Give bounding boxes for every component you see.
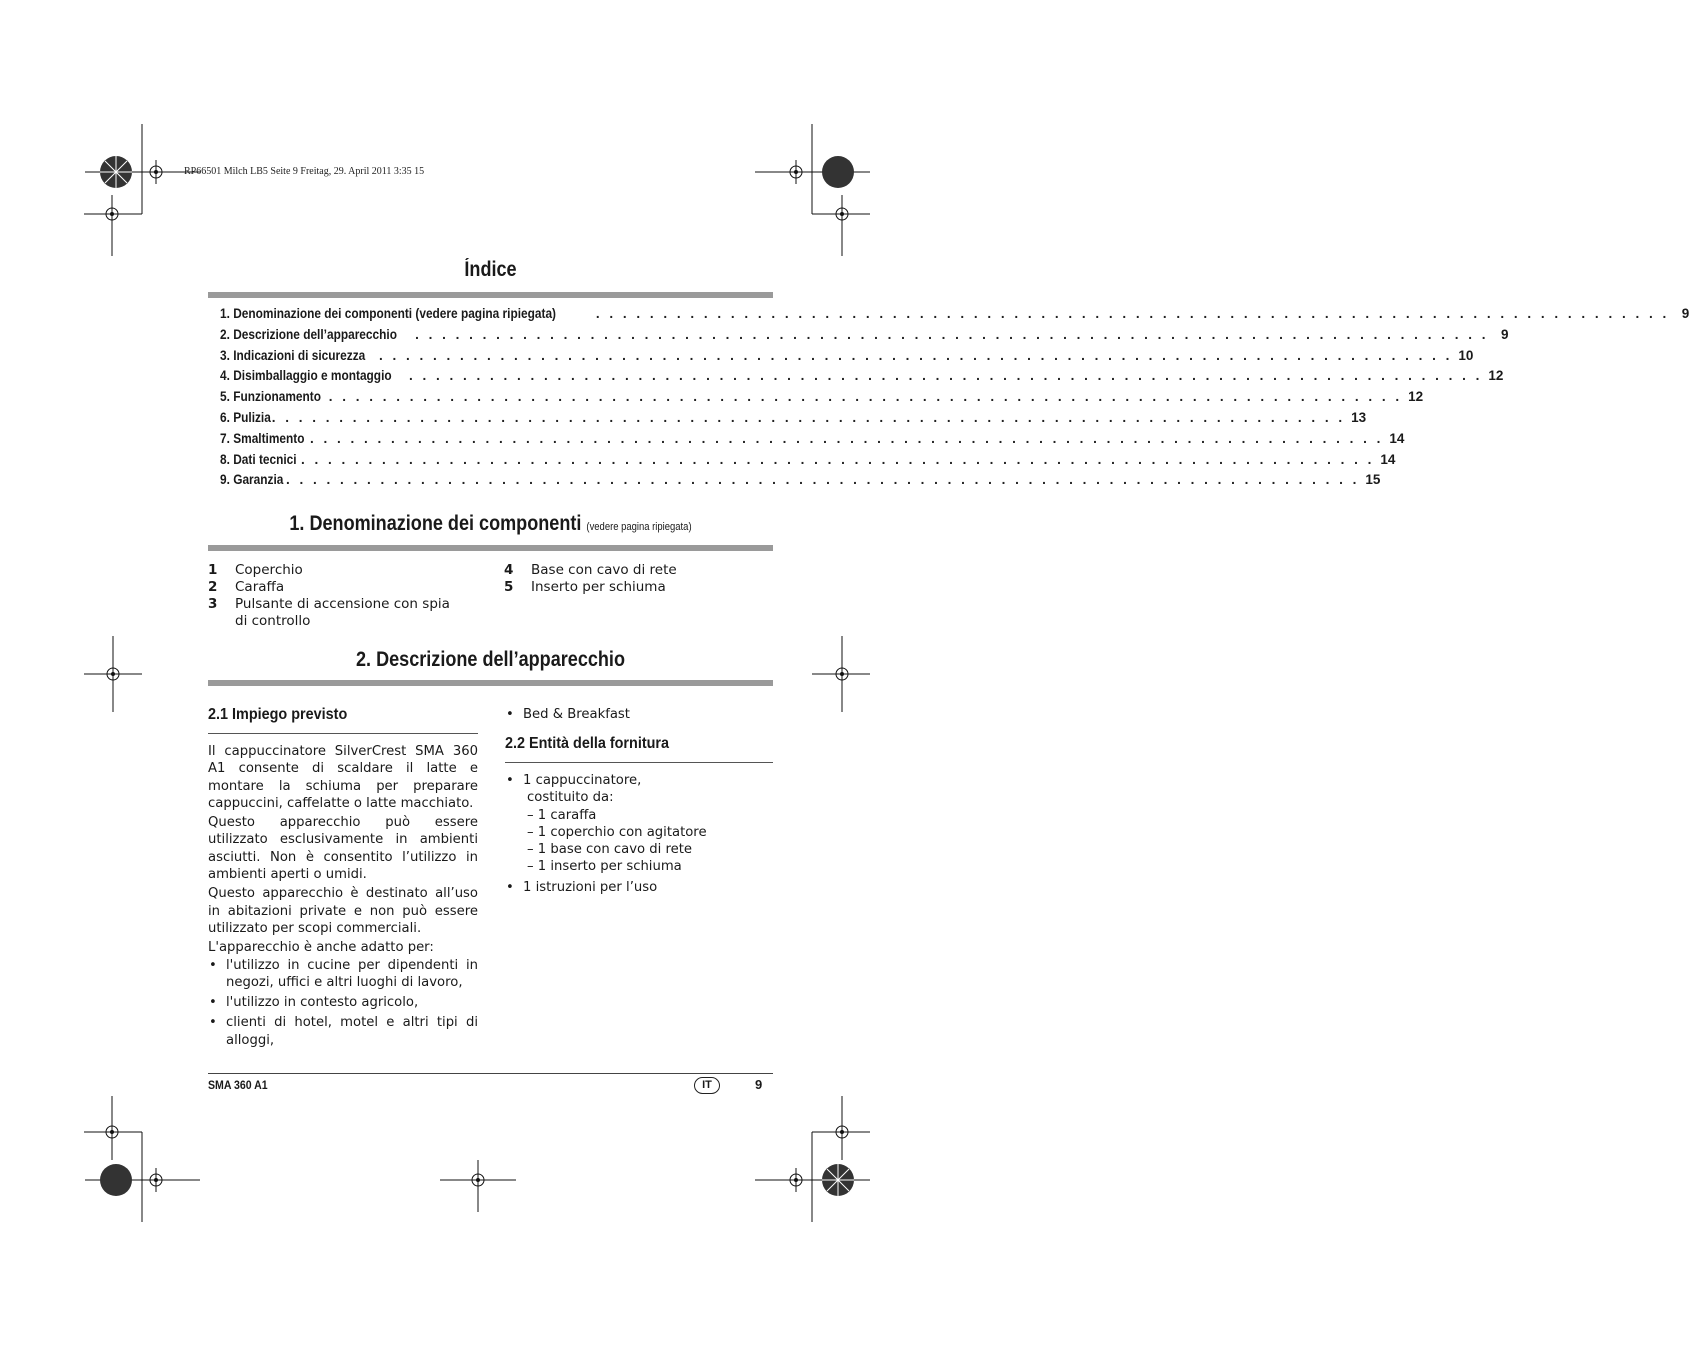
toc-leader-dots: . . . . . . . . . . . . . . . . . . . . . . . . . . . . . . . . . . . . . . . . . . . . . . . . . . . . . . . . . . . . . . . . . . . . . . . . . . . . . . . .	[415, 326, 1489, 342]
subsection-2-2-heading: 2.2 Entità della fornitura	[505, 735, 670, 752]
sub-list-item: – 1 base con cavo di rete	[527, 842, 693, 858]
component-label: Inserto per schiuma	[531, 579, 666, 595]
list-item: • clienti di hotel, motel e altri tipi di alloggi,	[208, 1014, 478, 1049]
toc-entry[interactable]	[220, 347, 1474, 368]
list-item: • Bed & Breakfast	[505, 706, 773, 723]
component-number: 1	[208, 562, 218, 578]
toc-entry[interactable]	[220, 430, 1405, 451]
subsection-rule	[208, 733, 478, 734]
toc-entry[interactable]	[220, 389, 1424, 409]
footer-rule	[208, 1073, 773, 1074]
list-item: • 1 cappuccinatore,	[505, 772, 773, 789]
toc-entry-label: 2. Descrizione dell’apparecchio	[220, 326, 397, 342]
subsection-2-2-body	[505, 772, 773, 899]
sub-list-item: – 1 inserto per schiuma	[527, 859, 682, 875]
component-number: 5	[504, 579, 514, 595]
toc-entry-page: 10	[1458, 347, 1474, 363]
components-col-right	[504, 562, 764, 602]
components-col-left	[208, 562, 468, 632]
footer-model: SMA 360 A1	[208, 1078, 268, 1092]
component-number: 2	[208, 579, 218, 595]
toc-entry-label: 7. Smaltimento	[220, 430, 305, 446]
toc-entry[interactable]	[220, 306, 1689, 326]
title-bar	[208, 545, 773, 551]
toc-entry-label: 5. Funzionamento	[220, 389, 321, 405]
section1-heading: 1. Denominazione dei componenti	[289, 512, 582, 535]
toc-entry-page: 14	[1380, 451, 1396, 467]
toc-entry-label: 6. Pulizia	[220, 410, 271, 425]
print-header: RP66501 Milch LB5 Seite 9 Freitag, 29. April 2011 3:35 15	[184, 166, 425, 177]
toc-leader-dots: . . . . . . . . . . . . . . . . . . . . . . . . . . . . . . . . . . . . . . . . . . . . . . . . . . . . . . . . . . . . . . . . . . . . . . . . . . . . . . . .	[301, 451, 1375, 467]
toc-entry-page: 14	[1389, 430, 1405, 446]
language-badge: IT	[694, 1077, 720, 1094]
toc-leader-dots: . . . . . . . . . . . . . . . . . . . . . . . . . . . . . . . . . . . . . . . . . . . . . . . . . . . . . . . . . . . . . . . . . . . . . . . . . . . . . . . .	[595, 306, 1670, 321]
list-item: • 1 istruzioni per l’uso	[505, 879, 773, 896]
toc-entry-label: 1. Denominazione dei componenti (vedere pagina ripiegata)	[220, 306, 557, 321]
list-item: • l'utilizzo in contesto agricolo,	[208, 994, 478, 1011]
paragraph: Il cappuccinatore SilverCrest SMA 360 A1 consente di scaldare il latte e montare la schiuma per preparare cappuccini, caffelatte o latte macchiato.	[208, 744, 478, 811]
toc-leader-dots: . . . . . . . . . . . . . . . . . . . . . . . . . . . . . . . . . . . . . . . . . . . . . . . . . . . . . . . . . . . . . . . . . . . . . . . . . . . . . . . .	[328, 389, 1403, 405]
section2-title: 2. Descrizione dell’apparecchio	[355, 648, 625, 671]
subsection-2-1-body	[208, 743, 478, 1052]
toc-title: Índice	[464, 258, 517, 281]
toc-entry-page: 15	[1365, 472, 1381, 488]
toc-entry-page: 9	[1681, 306, 1689, 321]
toc-entry-label: 8. Dati tecnici	[220, 451, 297, 467]
sub-list	[505, 789, 773, 875]
component-label: Pulsante di accensione con spia di controllo	[235, 596, 450, 629]
component-label: Base con cavo di rete	[531, 562, 677, 578]
component-label: Coperchio	[235, 562, 303, 578]
paragraph: Questo apparecchio può essere utilizzato esclusivamente in ambienti asciutti. Non è consentito l’utilizzo in ambienti aperti o umidi.	[208, 815, 478, 883]
toc-entry-page: 9	[1500, 326, 1509, 342]
toc-entry[interactable]	[220, 472, 1381, 492]
toc-entry-page: 12	[1488, 368, 1504, 384]
toc-entry[interactable]	[220, 410, 1367, 430]
component-label: Caraffa	[235, 579, 285, 595]
sub-list-intro: costituito da:	[527, 790, 614, 806]
paragraph: L'apparecchio è anche adatto per:	[208, 940, 434, 956]
toc-entry-label: 9. Garanzia	[220, 472, 284, 488]
toc-leader-dots: . . . . . . . . . . . . . . . . . . . . . . . . . . . . . . . . . . . . . . . . . . . . . . . . . . . . . . . . . . . . . . . . . . . . . . . . . . . . . . . .	[379, 347, 1453, 363]
toc-entry-label: 4. Disimballaggio e montaggio	[220, 368, 392, 384]
list-item: • l'utilizzo in cucine per dipendenti in negozi, uffici e altri luoghi di lavoro,	[208, 957, 478, 992]
toc-entry-label: 3. Indicazioni di sicurezza	[220, 347, 366, 363]
toc-entry-page: 13	[1351, 410, 1367, 425]
component-number: 4	[504, 562, 514, 578]
toc-entry[interactable]	[220, 451, 1396, 472]
section1-title	[248, 512, 734, 536]
subsection-2-1-heading: 2.1 Impiego previsto	[208, 706, 348, 723]
subsection-rule	[505, 762, 773, 763]
component-number: 3	[208, 596, 218, 612]
toc-entry-page: 12	[1408, 389, 1424, 405]
title-bar	[208, 292, 773, 298]
toc-leader-dots: . . . . . . . . . . . . . . . . . . . . . . . . . . . . . . . . . . . . . . . . . . . . . . . . . . . . . . . . . . . . . . . . . . . . . . . . . . . . . . . .	[310, 430, 1384, 446]
toc-entry[interactable]	[220, 326, 1509, 347]
sub-list-item: – 1 coperchio con agitatore	[527, 824, 707, 840]
toc-entry[interactable]	[220, 368, 1504, 388]
subsection-2-1-continued	[505, 706, 773, 726]
title-bar	[208, 680, 773, 686]
toc-leader-dots: . . . . . . . . . . . . . . . . . . . . . . . . . . . . . . . . . . . . . . . . . . . . . . . . . . . . . . . . . . . . . . . . . . . . . . . . . . . . . . . .	[271, 410, 1346, 425]
page-number: 9	[755, 1077, 763, 1092]
sub-list-item: – 1 caraffa	[527, 807, 597, 823]
paragraph: Questo apparecchio è destinato all’uso in abitazioni private e non può essere utilizzato per scopi commerciali.	[208, 886, 478, 936]
toc-leader-dots: . . . . . . . . . . . . . . . . . . . . . . . . . . . . . . . . . . . . . . . . . . . . . . . . . . . . . . . . . . . . . . . . . . . . . . . . . . . . . . . .	[286, 472, 1360, 488]
section1-note: (vedere pagina ripiegata)	[586, 521, 692, 533]
toc-leader-dots: . . . . . . . . . . . . . . . . . . . . . . . . . . . . . . . . . . . . . . . . . . . . . . . . . . . . . . . . . . . . . . . . . . . . . . . . . . . . . . . .	[409, 368, 1483, 384]
